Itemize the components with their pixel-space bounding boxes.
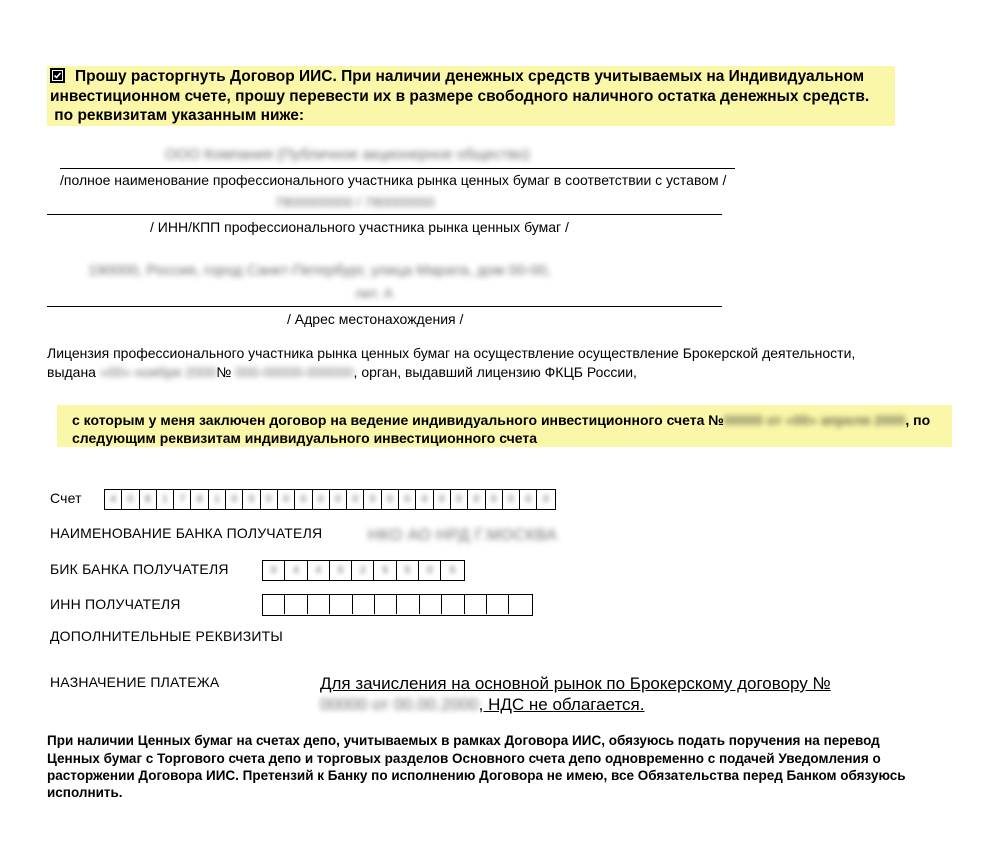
digit-value: 7 [179, 494, 186, 505]
digit-cell[interactable] [503, 490, 520, 509]
participant-inn-kpp-caption: / ИНН/КПП профессионального участника рынка ценных бумаг / [150, 219, 569, 235]
digit-cell[interactable] [434, 490, 451, 509]
purpose-line-2 [320, 695, 644, 715]
digit-cell[interactable] [397, 561, 419, 580]
footer-line-2: Ценных бумаг с Торгового счета депо и торговых разделов Основного счета депо одновременно с подачей Уведомления о [47, 751, 881, 766]
request-text-1: Прошу расторгнуть Договор ИИС. При наличии денежных средств учитываемых на Индивидуальном [75, 68, 865, 85]
digit-value: 5 [404, 565, 411, 576]
digit-value: 0 [508, 494, 514, 505]
digit-value: 0 [439, 494, 445, 505]
footer-line-3: расторжении Договора ИИС. Претензий к Банку по исполнению Договора не имею, все Обязательства перед Банком обязуюсь [47, 768, 906, 783]
digit-value: 1 [214, 494, 220, 505]
license-number: 000-00000-000000 [235, 364, 354, 380]
digit-value: 2 [360, 565, 366, 576]
contract-number: 00000 от «00» апреля 2000 [723, 412, 906, 428]
digit-cell[interactable] [397, 595, 419, 614]
digit-value: 0 [283, 494, 289, 505]
digit-cell[interactable] [486, 490, 503, 509]
digit-cell[interactable] [191, 490, 208, 509]
digit-cell[interactable] [174, 490, 191, 509]
bank-name-label: НАИМЕНОВАНИЕ БАНКА ПОЛУЧАТЕЛЯ [50, 525, 323, 541]
participant-address-value-2: лит. А [355, 285, 393, 301]
digit-cell[interactable] [416, 490, 433, 509]
digit-cell[interactable] [285, 561, 307, 580]
digit-value: 0 [456, 494, 462, 505]
participant-name-caption: /полное наименование профессионального участника рынка ценных бумаг в соответствии с уставом / [60, 172, 727, 188]
digit-value: 0 [127, 494, 134, 505]
participant-address-underline [47, 306, 722, 307]
participant-inn-kpp-underline [47, 214, 722, 215]
digit-value: 8 [144, 494, 151, 505]
digit-cell[interactable] [441, 561, 463, 580]
request-line-2: инвестиционном счете, прошу перевести их в размере свободного наличного остатка денежных средств. [50, 88, 870, 105]
bik-field[interactable] [262, 560, 465, 581]
contract-prefix: с которым у меня заключен договор на ведение индивидуального инвестиционного счета № [72, 412, 724, 428]
footer-line-4: исполнить. [47, 785, 123, 800]
digit-cell[interactable] [399, 490, 416, 509]
digit-cell[interactable] [442, 595, 464, 614]
digit-cell[interactable] [313, 490, 330, 509]
digit-value: 0 [248, 494, 255, 505]
digit-value: 0 [317, 494, 324, 505]
digit-cell[interactable] [465, 595, 487, 614]
account-label: Счет [50, 490, 82, 506]
license-issued-prefix: выдана [47, 364, 96, 380]
footer-line-1: При наличии Ценных бумаг на счетах депо, учитываемых в рамках Договора ИИС, обязуюсь подать поручения на перевод [47, 733, 880, 748]
digit-value: 0 [473, 494, 480, 505]
digit-cell[interactable] [261, 490, 278, 509]
digit-cell[interactable] [375, 595, 397, 614]
digit-value: 0 [231, 494, 237, 505]
digit-value: 5 [337, 565, 344, 576]
digit-value: 0 [335, 494, 341, 505]
account-number-field[interactable] [104, 489, 556, 510]
license-number-prefix: № [216, 364, 232, 380]
bank-name-value: НКО АО НРД Г.МОСКВА [368, 527, 558, 544]
digit-value: 5 [382, 565, 388, 576]
digit-cell[interactable] [278, 490, 295, 509]
license-line-2 [47, 364, 637, 380]
digit-cell[interactable] [308, 595, 330, 614]
digit-cell[interactable] [352, 561, 374, 580]
digit-cell[interactable] [226, 490, 243, 509]
purpose-label: НАЗНАЧЕНИЕ ПЛАТЕЖА [50, 674, 220, 690]
digit-cell[interactable] [263, 561, 285, 580]
digit-value: 0 [404, 494, 410, 505]
digit-cell[interactable] [295, 490, 312, 509]
digit-cell[interactable] [420, 595, 442, 614]
participant-address-value-1: 190000, Россия, город Санкт-Петербург, улица Марата, дом 00-00, [88, 262, 552, 279]
purpose-line-1: Для зачисления на основной рынок по Брокерскому договору № [320, 674, 831, 693]
digit-value: 0 [490, 494, 497, 505]
digit-cell[interactable] [364, 490, 381, 509]
digit-value: 0 [369, 494, 376, 505]
digit-value: 8 [196, 494, 203, 505]
digit-cell[interactable] [308, 561, 330, 580]
digit-cell[interactable] [243, 490, 260, 509]
digit-value: 0 [270, 565, 277, 576]
digit-cell[interactable] [157, 490, 174, 509]
license-issuer: , орган, выдавший лицензию ФКЦБ России, [353, 364, 637, 380]
digit-cell[interactable] [140, 490, 157, 509]
digit-value: 0 [352, 494, 359, 505]
digit-cell[interactable] [330, 561, 352, 580]
digit-value: 0 [421, 494, 428, 505]
digit-value: 0 [525, 494, 532, 505]
license-line-1: Лицензия профессионального участника рынка ценных бумаг на осуществление осуществление Брокерской деятельности, [47, 345, 856, 361]
digit-value: 0 [543, 494, 549, 505]
digit-cell[interactable] [105, 490, 122, 509]
digit-value: 0 [387, 494, 393, 505]
contract-line-2: следующим реквизитам индивидуального инвестиционного счета [72, 430, 538, 446]
contract-suffix: , по [905, 412, 931, 428]
digit-cell[interactable] [419, 561, 441, 580]
digit-cell[interactable] [330, 595, 352, 614]
digit-cell[interactable] [509, 595, 531, 614]
inn-field[interactable] [262, 594, 533, 616]
digit-cell[interactable] [520, 490, 537, 509]
digit-value: 0 [266, 494, 272, 505]
bik-label: БИК БАНКА ПОЛУЧАТЕЛЯ [50, 561, 229, 577]
digit-cell[interactable] [374, 561, 396, 580]
digit-value: 0 [300, 494, 307, 505]
digit-value: 4 [110, 494, 116, 505]
inn-label: ИНН ПОЛУЧАТЕЛЯ [50, 596, 181, 612]
digit-cell[interactable] [330, 490, 347, 509]
digit-cell[interactable] [347, 490, 364, 509]
digit-cell[interactable] [468, 490, 485, 509]
digit-cell[interactable] [122, 490, 139, 509]
digit-value: 5 [449, 565, 456, 576]
digit-cell[interactable] [487, 595, 509, 614]
participant-address-caption: / Адрес местонахождения / [287, 311, 464, 327]
digit-value: 0 [426, 565, 433, 576]
request-line-3: по реквизитам указанным ниже: [50, 107, 305, 124]
digit-cell[interactable] [285, 595, 307, 614]
request-line-1 [50, 67, 864, 87]
digit-value: 1 [162, 494, 168, 505]
digit-cell[interactable] [537, 490, 554, 509]
digit-cell[interactable] [353, 595, 375, 614]
checkbox-checked-icon[interactable] [50, 68, 65, 83]
digit-value: 4 [293, 565, 299, 576]
digit-cell[interactable] [382, 490, 399, 509]
participant-name-underline [60, 168, 735, 169]
purpose-contract-number: 00000 от 00.00.2000 [320, 695, 479, 714]
digit-cell[interactable] [263, 595, 285, 614]
license-issued-date: «00» ноября 2000 [99, 364, 217, 380]
participant-name-value: ООО Компания (Публичное акционерное общество) [165, 146, 530, 163]
purpose-suffix: , НДС не облагается. [478, 695, 645, 714]
digit-cell[interactable] [451, 490, 468, 509]
contract-line-1 [72, 412, 930, 428]
participant-inn-kpp-value: 7800000000 / 780000000 [275, 194, 435, 210]
additional-label: ДОПОЛНИТЕЛЬНЫЕ РЕКВИЗИТЫ [50, 628, 284, 644]
digit-value: 4 [315, 565, 322, 576]
digit-cell[interactable] [209, 490, 226, 509]
